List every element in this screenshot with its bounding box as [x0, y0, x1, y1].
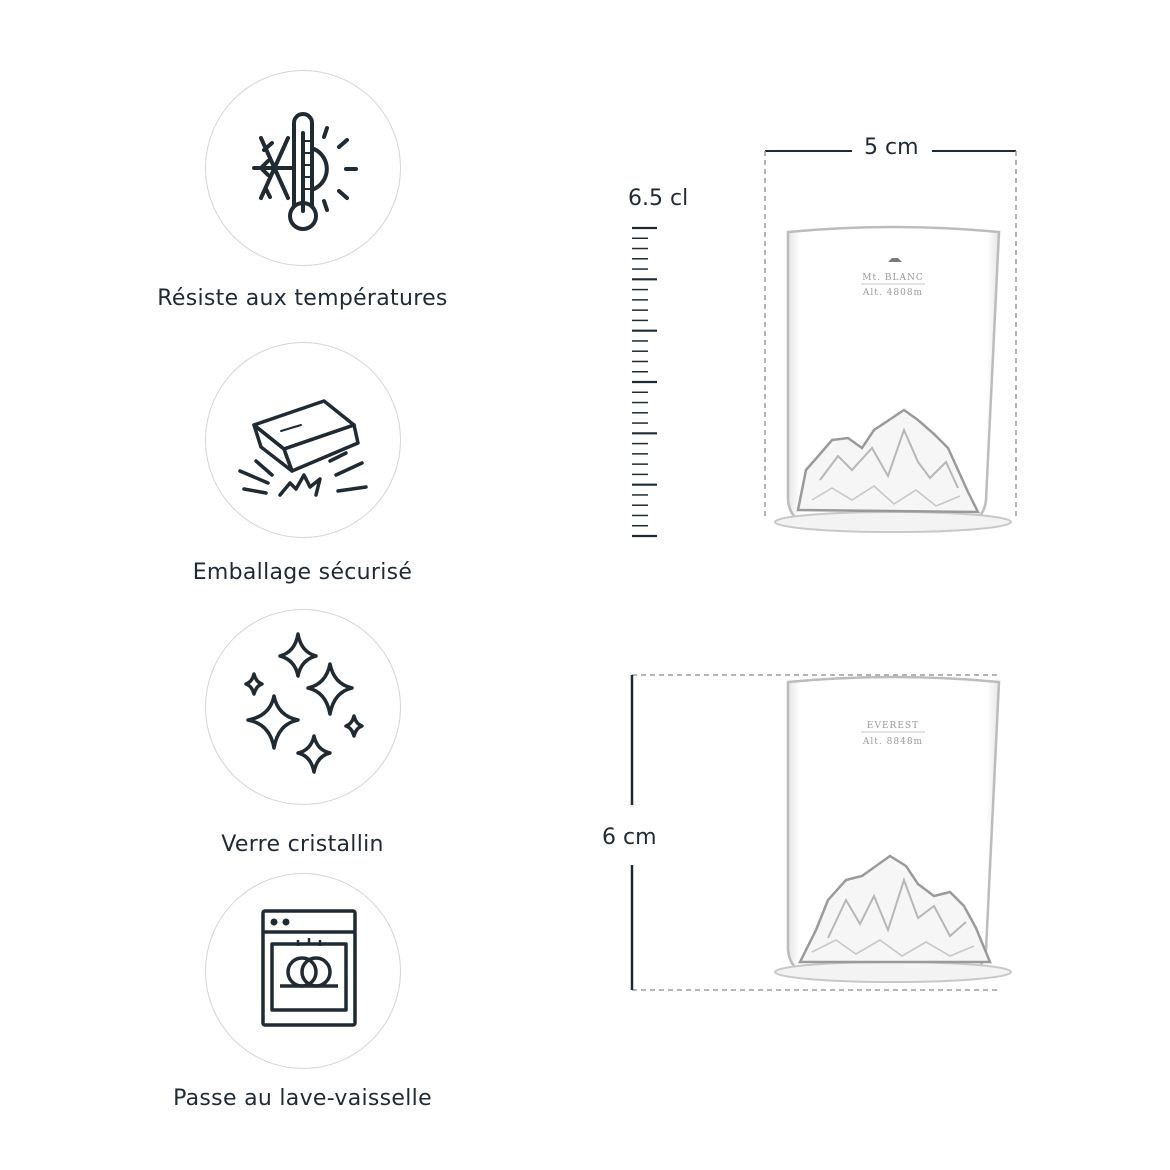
volume-label: 6.5 cl [628, 186, 689, 211]
glass-name: Mt. BLANC [862, 273, 924, 283]
glass-mont-blanc [775, 227, 1011, 532]
feature-label: Passe au lave-vaisselle [173, 1086, 432, 1111]
glass-altitude: Alt. 8848m [862, 737, 924, 747]
glass-everest [775, 677, 1011, 982]
glass-name: EVEREST [866, 721, 920, 731]
feature-label: Verre cristallin [221, 832, 384, 857]
width-label: 5 cm [858, 135, 925, 160]
volume-ruler [632, 228, 657, 536]
feature-label: Emballage sécurisé [192, 560, 413, 585]
glass-altitude: Alt. 4808m [862, 288, 924, 298]
feature-label: Résiste aux températures [157, 286, 448, 311]
height-label: 6 cm [602, 821, 657, 854]
